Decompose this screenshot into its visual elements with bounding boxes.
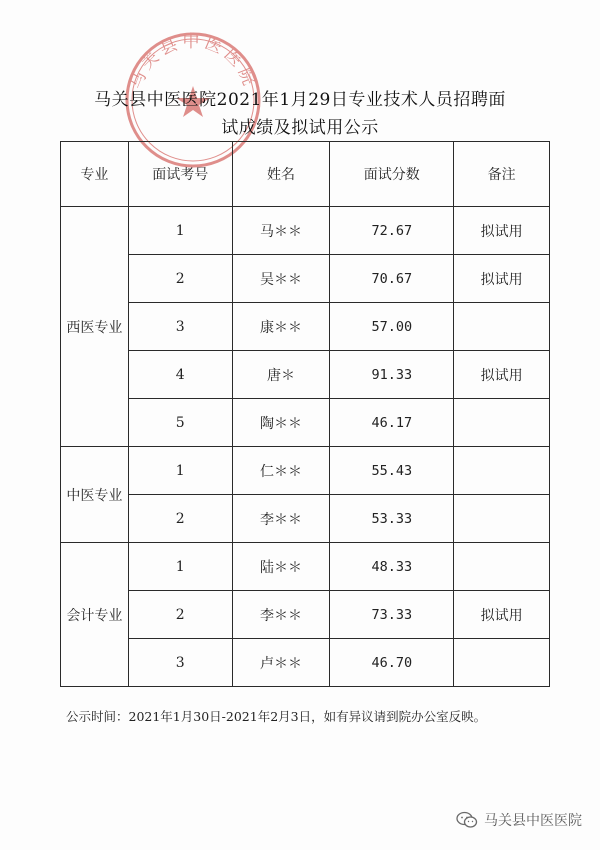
note-cell: 拟试用 bbox=[454, 351, 550, 399]
score-cell: 57.00 bbox=[330, 303, 454, 351]
exam-no-cell: 1 bbox=[128, 207, 232, 255]
note-cell bbox=[454, 303, 550, 351]
title-line-2: 试成绩及拟试用公示 bbox=[221, 118, 379, 138]
note-cell bbox=[454, 399, 550, 447]
score-cell: 46.70 bbox=[330, 639, 454, 687]
major-cell: 中医专业 bbox=[61, 447, 129, 543]
name-cell: 马＊＊ bbox=[232, 207, 330, 255]
exam-no-cell: 4 bbox=[128, 351, 232, 399]
major-cell: 会计专业 bbox=[61, 543, 129, 687]
svg-text:马关县中医医院: 马关县中医医院 bbox=[125, 32, 261, 92]
score-cell: 70.67 bbox=[330, 255, 454, 303]
score-cell: 73.33 bbox=[330, 591, 454, 639]
table-row bbox=[61, 447, 550, 495]
name-cell: 仁＊＊ bbox=[232, 447, 330, 495]
exam-no-cell: 5 bbox=[128, 399, 232, 447]
table-row bbox=[61, 495, 550, 543]
table-row bbox=[61, 399, 550, 447]
score-cell: 72.67 bbox=[330, 207, 454, 255]
header-major: 专业 bbox=[61, 142, 129, 207]
exam-no-cell: 3 bbox=[128, 303, 232, 351]
name-cell: 康＊＊ bbox=[232, 303, 330, 351]
score-cell: 53.33 bbox=[330, 495, 454, 543]
name-cell: 唐＊ bbox=[232, 351, 330, 399]
header-note: 备注 bbox=[454, 142, 550, 207]
exam-no-cell: 1 bbox=[128, 447, 232, 495]
wechat-icon bbox=[456, 811, 478, 829]
publicity-notice: 公示时间：2021年1月30日-2021年2月3日，如有异议请到院办公室反映。 bbox=[66, 709, 487, 724]
table-row bbox=[61, 543, 550, 591]
header-exam-no: 面试考号 bbox=[128, 142, 232, 207]
table-row bbox=[61, 207, 550, 255]
major-cell: 西医专业 bbox=[61, 207, 129, 447]
table-row bbox=[61, 591, 550, 639]
score-cell: 55.43 bbox=[330, 447, 454, 495]
name-cell: 陶＊＊ bbox=[232, 399, 330, 447]
table-header-row bbox=[61, 142, 550, 207]
name-cell: 陆＊＊ bbox=[232, 543, 330, 591]
exam-no-cell: 3 bbox=[128, 639, 232, 687]
name-cell: 卢＊＊ bbox=[232, 639, 330, 687]
score-cell: 48.33 bbox=[330, 543, 454, 591]
note-cell: 拟试用 bbox=[454, 255, 550, 303]
table-row bbox=[61, 351, 550, 399]
exam-no-cell: 2 bbox=[128, 255, 232, 303]
exam-no-cell: 1 bbox=[128, 543, 232, 591]
name-cell: 吴＊＊ bbox=[232, 255, 330, 303]
note-cell bbox=[454, 639, 550, 687]
exam-no-cell: 2 bbox=[128, 591, 232, 639]
name-cell: 李＊＊ bbox=[232, 591, 330, 639]
note-cell bbox=[454, 495, 550, 543]
score-cell: 91.33 bbox=[330, 351, 454, 399]
note-cell: 拟试用 bbox=[454, 207, 550, 255]
table-row bbox=[61, 303, 550, 351]
note-cell: 拟试用 bbox=[454, 591, 550, 639]
document-title bbox=[60, 86, 540, 142]
header-name: 姓名 bbox=[232, 142, 330, 207]
account-watermark bbox=[456, 810, 582, 830]
title-line-1: 马关县中医医院2021年1月29日专业技术人员招聘面 bbox=[94, 90, 506, 110]
note-cell bbox=[454, 543, 550, 591]
name-cell: 李＊＊ bbox=[232, 495, 330, 543]
score-cell: 46.17 bbox=[330, 399, 454, 447]
header-score: 面试分数 bbox=[330, 142, 454, 207]
note-cell bbox=[454, 447, 550, 495]
interview-score-table bbox=[60, 141, 550, 687]
table-row bbox=[61, 255, 550, 303]
table-row bbox=[61, 639, 550, 687]
exam-no-cell: 2 bbox=[128, 495, 232, 543]
watermark-text: 马关县中医医院 bbox=[484, 813, 582, 829]
